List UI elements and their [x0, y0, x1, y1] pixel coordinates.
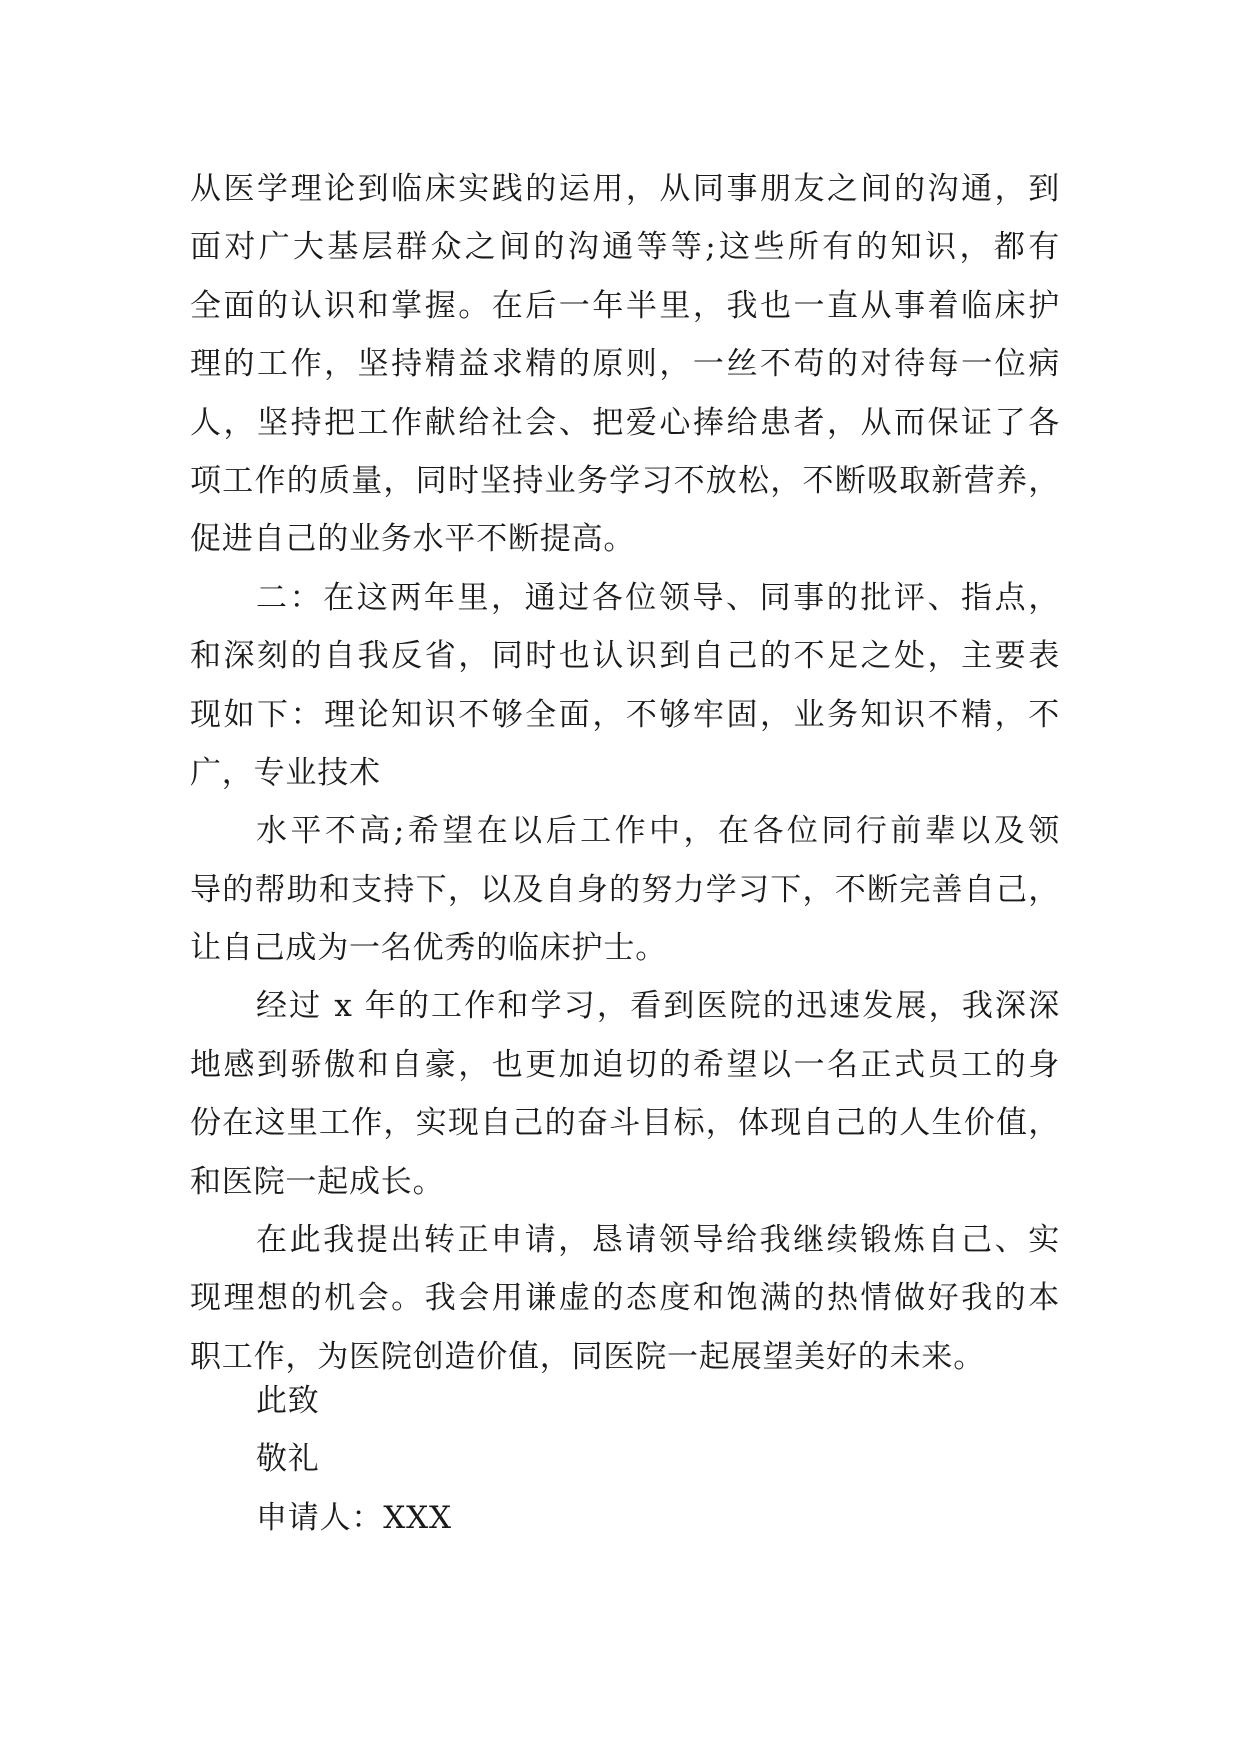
salutation: 此致	[256, 1383, 320, 1419]
applicant-signature: 申请人：XXX	[256, 1499, 452, 1536]
text-line: 份在这里工作，实现自己的奋斗目标，体现自己的人生价值，	[190, 1105, 1060, 1142]
text-line: 广，专业技术	[190, 754, 381, 791]
text-line: 促进自己的业务水平不断提高。	[190, 521, 636, 558]
text-line: 让自己成为一名优秀的临床护士。	[190, 930, 667, 967]
text-line: 理的工作，坚持精益求精的原则，一丝不苟的对待每一位病	[190, 346, 1060, 383]
text-line: 二：在这两年里，通过各位领导、同事的批评、指点，	[256, 579, 1060, 616]
letter-body	[190, 160, 1060, 1386]
text-line: 职工作，为医院创造价值，同医院一起展望美好的未来。	[190, 1338, 985, 1375]
regards: 敬礼	[256, 1441, 320, 1478]
text-line: 导的帮助和支持下，以及自身的努力学习下，不断完善自己，	[190, 871, 1060, 908]
text-line: 项工作的质量，同时坚持业务学习不放松，不断吸取新营养，	[190, 462, 1060, 499]
text-line: 人，坚持把工作献给社会、把爱心捧给患者，从而保证了各	[190, 404, 1060, 441]
text-line: 在此我提出转正申请，恳请领导给我继续锻炼自己、实	[256, 1222, 1060, 1259]
text-line: 水平不高;希望在以后工作中，在各位同行前辈以及领	[256, 813, 1060, 850]
text-line: 现如下：理论知识不够全面，不够牢固，业务知识不精，不	[190, 696, 1060, 733]
text-line: 全面的认识和掌握。在后一年半里，我也一直从事着临床护	[190, 287, 1060, 324]
text-line: 地感到骄傲和自豪，也更加迫切的希望以一名正式员工的身	[190, 1046, 1060, 1083]
text-line: 面对广大基层群众之间的沟通等等;这些所有的知识，都有	[190, 229, 1060, 266]
text-line: 经过 x 年的工作和学习，看到医院的迅速发展，我深深	[256, 988, 1060, 1025]
text-line: 现理想的机会。我会用谦虚的态度和饱满的热情做好我的本	[190, 1280, 1060, 1317]
letter-closing	[256, 1372, 452, 1547]
text-line: 从医学理论到临床实践的运用，从同事朋友之间的沟通，到	[190, 171, 1060, 207]
text-line: 和深刻的自我反省，同时也认识到自己的不足之处，主要表	[190, 638, 1060, 675]
text-line: 和医院一起成长。	[190, 1163, 445, 1200]
